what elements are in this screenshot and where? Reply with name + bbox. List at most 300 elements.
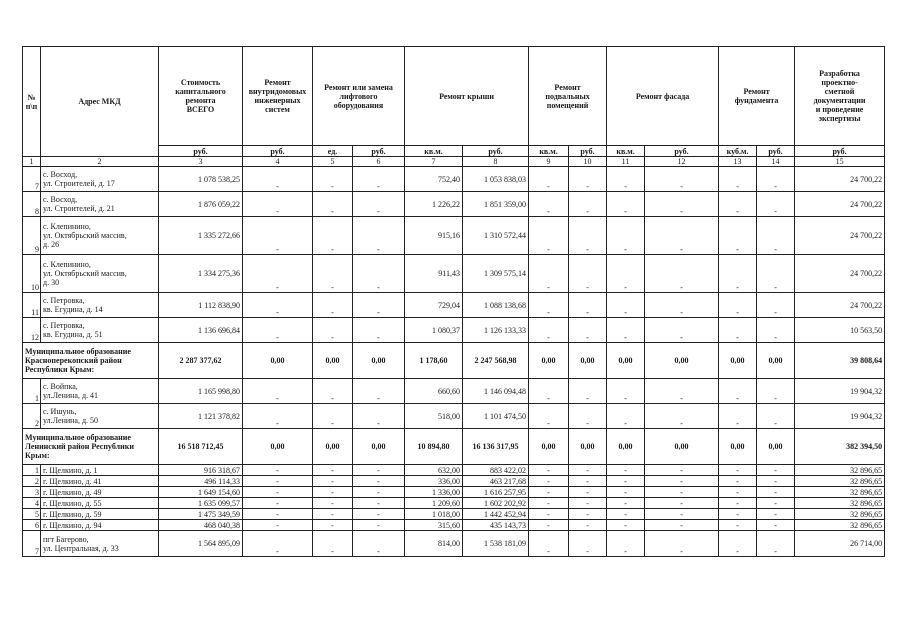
empty-dash-cell: - bbox=[313, 476, 353, 487]
value-cell: 1 080,37 bbox=[405, 318, 463, 343]
empty-dash-cell: - bbox=[353, 192, 405, 217]
document-sheet bbox=[22, 46, 882, 557]
value-cell: 10 563,50 bbox=[795, 318, 885, 343]
column-number-cell: 15 bbox=[795, 157, 885, 167]
empty-dash-cell: - bbox=[353, 487, 405, 498]
value-cell: 24 700,22 bbox=[795, 192, 885, 217]
empty-dash-cell: - bbox=[645, 509, 719, 520]
empty-dash-cell: - bbox=[719, 509, 757, 520]
address-cell: с. Восход, ул. Строителей, д. 17 bbox=[41, 167, 159, 192]
value-cell: 1 475 349,59 bbox=[159, 509, 243, 520]
subtotal-row bbox=[23, 343, 885, 379]
table-row bbox=[23, 293, 885, 318]
empty-dash-cell: - bbox=[569, 192, 607, 217]
empty-dash-cell: - bbox=[607, 520, 645, 531]
value-cell: 1 121 378,82 bbox=[159, 404, 243, 429]
value-cell: 1 136 696,84 bbox=[159, 318, 243, 343]
value-cell: 1 635 099,57 bbox=[159, 498, 243, 509]
empty-dash-cell: - bbox=[569, 379, 607, 404]
row-number: 8 bbox=[23, 192, 41, 217]
value-cell: 1 226,22 bbox=[405, 192, 463, 217]
empty-dash-cell: - bbox=[607, 217, 645, 255]
address-cell: с. Клепинино, ул. Октябрьский массив, д. 26 bbox=[41, 217, 159, 255]
table-row bbox=[23, 379, 885, 404]
empty-dash-cell: - bbox=[313, 217, 353, 255]
unit-cell: руб. bbox=[569, 146, 607, 157]
empty-dash-cell: - bbox=[645, 293, 719, 318]
empty-dash-cell: - bbox=[313, 465, 353, 476]
value-cell: 32 896,65 bbox=[795, 520, 885, 531]
address-cell: с. Петровка, кв. Егудина, д. 51 bbox=[41, 318, 159, 343]
value-cell: 1 336,00 bbox=[405, 487, 463, 498]
table-row bbox=[23, 487, 885, 498]
empty-dash-cell: - bbox=[607, 465, 645, 476]
empty-dash-cell: - bbox=[645, 404, 719, 429]
unit-cell: кв.м. bbox=[607, 146, 645, 157]
empty-dash-cell: - bbox=[569, 509, 607, 520]
value-cell: 0,00 bbox=[607, 429, 645, 465]
empty-dash-cell: - bbox=[607, 476, 645, 487]
value-cell: 32 896,65 bbox=[795, 509, 885, 520]
empty-dash-cell: - bbox=[757, 217, 795, 255]
value-cell: 1 851 359,00 bbox=[463, 192, 529, 217]
empty-dash-cell: - bbox=[607, 255, 645, 293]
column-number-cell: 12 bbox=[645, 157, 719, 167]
table-row bbox=[23, 255, 885, 293]
value-cell: 1 053 838,03 bbox=[463, 167, 529, 192]
table-row bbox=[23, 509, 885, 520]
empty-dash-cell: - bbox=[645, 192, 719, 217]
empty-dash-cell: - bbox=[645, 318, 719, 343]
empty-dash-cell: - bbox=[243, 217, 313, 255]
empty-dash-cell: - bbox=[569, 255, 607, 293]
empty-dash-cell: - bbox=[757, 531, 795, 557]
empty-dash-cell: - bbox=[313, 318, 353, 343]
empty-dash-cell: - bbox=[719, 217, 757, 255]
empty-dash-cell: - bbox=[645, 531, 719, 557]
empty-dash-cell: - bbox=[645, 465, 719, 476]
unit-cell: руб. bbox=[353, 146, 405, 157]
empty-dash-cell: - bbox=[353, 318, 405, 343]
value-cell: 911,43 bbox=[405, 255, 463, 293]
column-number-cell: 7 bbox=[405, 157, 463, 167]
row-number: 9 bbox=[23, 217, 41, 255]
column-numbers-row bbox=[23, 157, 885, 167]
value-cell: 1 876 059,22 bbox=[159, 192, 243, 217]
empty-dash-cell: - bbox=[353, 404, 405, 429]
header-roof: Ремонт крыши bbox=[405, 47, 529, 146]
value-cell: 1 310 572,44 bbox=[463, 217, 529, 255]
empty-dash-cell: - bbox=[569, 293, 607, 318]
value-cell: 1 112 838,90 bbox=[159, 293, 243, 318]
address-cell: пгт Багерово, ул. Центральная, д. 33 bbox=[41, 531, 159, 557]
empty-dash-cell: - bbox=[313, 404, 353, 429]
empty-dash-cell: - bbox=[529, 192, 569, 217]
empty-dash-cell: - bbox=[719, 293, 757, 318]
subtotal-label: Муниципальное образование Ленинский район Республики Крым: bbox=[23, 429, 159, 465]
empty-dash-cell: - bbox=[569, 520, 607, 531]
value-cell: 660,60 bbox=[405, 379, 463, 404]
empty-dash-cell: - bbox=[313, 487, 353, 498]
empty-dash-cell: - bbox=[353, 167, 405, 192]
value-cell: 39 808,64 bbox=[795, 343, 885, 379]
table-row bbox=[23, 476, 885, 487]
table-row bbox=[23, 465, 885, 476]
empty-dash-cell: - bbox=[243, 192, 313, 217]
value-cell: 336,00 bbox=[405, 476, 463, 487]
empty-dash-cell: - bbox=[353, 255, 405, 293]
row-number: 7 bbox=[23, 167, 41, 192]
value-cell: 32 896,65 bbox=[795, 498, 885, 509]
row-number: 6 bbox=[23, 520, 41, 531]
column-number-cell: 10 bbox=[569, 157, 607, 167]
value-cell: 24 700,22 bbox=[795, 255, 885, 293]
header-total-cost: Стоимость капитального ремонта ВСЕГО bbox=[159, 47, 243, 146]
empty-dash-cell: - bbox=[569, 217, 607, 255]
empty-dash-cell: - bbox=[529, 379, 569, 404]
empty-dash-cell: - bbox=[645, 379, 719, 404]
empty-dash-cell: - bbox=[529, 167, 569, 192]
empty-dash-cell: - bbox=[757, 465, 795, 476]
value-cell: 1 146 094,48 bbox=[463, 379, 529, 404]
empty-dash-cell: - bbox=[757, 498, 795, 509]
empty-dash-cell: - bbox=[529, 531, 569, 557]
value-cell: 1 078 538,25 bbox=[159, 167, 243, 192]
value-cell: 315,60 bbox=[405, 520, 463, 531]
value-cell: 0,00 bbox=[757, 343, 795, 379]
value-cell: 0,00 bbox=[313, 343, 353, 379]
empty-dash-cell: - bbox=[529, 487, 569, 498]
empty-dash-cell: - bbox=[757, 167, 795, 192]
empty-dash-cell: - bbox=[757, 293, 795, 318]
empty-dash-cell: - bbox=[719, 487, 757, 498]
empty-dash-cell: - bbox=[607, 487, 645, 498]
value-cell: 632,00 bbox=[405, 465, 463, 476]
empty-dash-cell: - bbox=[719, 255, 757, 293]
row-number: 2 bbox=[23, 404, 41, 429]
value-cell: 463 217,68 bbox=[463, 476, 529, 487]
address-cell: г. Щелкино, д. 1 bbox=[41, 465, 159, 476]
table-row bbox=[23, 498, 885, 509]
empty-dash-cell: - bbox=[529, 255, 569, 293]
empty-dash-cell: - bbox=[243, 476, 313, 487]
empty-dash-cell: - bbox=[529, 465, 569, 476]
value-cell: 0,00 bbox=[529, 429, 569, 465]
row-number: 3 bbox=[23, 487, 41, 498]
empty-dash-cell: - bbox=[243, 498, 313, 509]
empty-dash-cell: - bbox=[529, 509, 569, 520]
empty-dash-cell: - bbox=[529, 217, 569, 255]
empty-dash-cell: - bbox=[243, 465, 313, 476]
empty-dash-cell: - bbox=[529, 476, 569, 487]
value-cell: 1 442 452,94 bbox=[463, 509, 529, 520]
address-cell: с. Петровка, кв. Егудина, д. 14 bbox=[41, 293, 159, 318]
value-cell: 19 904,32 bbox=[795, 404, 885, 429]
value-cell: 752,40 bbox=[405, 167, 463, 192]
empty-dash-cell: - bbox=[719, 379, 757, 404]
empty-dash-cell: - bbox=[569, 318, 607, 343]
value-cell: 916 318,67 bbox=[159, 465, 243, 476]
header-address: Адрес МКД bbox=[41, 47, 159, 157]
value-cell: 0,00 bbox=[607, 343, 645, 379]
empty-dash-cell: - bbox=[757, 379, 795, 404]
unit-cell: руб. bbox=[159, 146, 243, 157]
empty-dash-cell: - bbox=[353, 293, 405, 318]
column-number-cell: 4 bbox=[243, 157, 313, 167]
row-number: 11 bbox=[23, 293, 41, 318]
subtotal-row bbox=[23, 429, 885, 465]
column-number-cell: 6 bbox=[353, 157, 405, 167]
empty-dash-cell: - bbox=[757, 192, 795, 217]
unit-cell: руб. bbox=[463, 146, 529, 157]
value-cell: 1 334 275,36 bbox=[159, 255, 243, 293]
value-cell: 1 178,60 bbox=[405, 343, 463, 379]
value-cell: 435 143,73 bbox=[463, 520, 529, 531]
empty-dash-cell: - bbox=[757, 487, 795, 498]
address-cell: с. Восход, ул. Строителей, д. 21 bbox=[41, 192, 159, 217]
value-cell: 496 114,33 bbox=[159, 476, 243, 487]
row-number: 12 bbox=[23, 318, 41, 343]
empty-dash-cell: - bbox=[645, 487, 719, 498]
empty-dash-cell: - bbox=[569, 498, 607, 509]
empty-dash-cell: - bbox=[243, 404, 313, 429]
empty-dash-cell: - bbox=[353, 509, 405, 520]
address-cell: г. Щелкино, д. 59 bbox=[41, 509, 159, 520]
empty-dash-cell: - bbox=[757, 255, 795, 293]
empty-dash-cell: - bbox=[529, 293, 569, 318]
empty-dash-cell: - bbox=[645, 498, 719, 509]
value-cell: 0,00 bbox=[243, 343, 313, 379]
empty-dash-cell: - bbox=[353, 217, 405, 255]
empty-dash-cell: - bbox=[719, 476, 757, 487]
empty-dash-cell: - bbox=[243, 487, 313, 498]
empty-dash-cell: - bbox=[645, 217, 719, 255]
value-cell: 468 040,38 bbox=[159, 520, 243, 531]
address-cell: с. Ишунь, ул.Ленина, д. 50 bbox=[41, 404, 159, 429]
row-number: 5 bbox=[23, 509, 41, 520]
unit-cell: руб. bbox=[645, 146, 719, 157]
value-cell: 1 126 133,33 bbox=[463, 318, 529, 343]
value-cell: 1 616 257,95 bbox=[463, 487, 529, 498]
empty-dash-cell: - bbox=[719, 318, 757, 343]
table-row bbox=[23, 531, 885, 557]
unit-cell: кв.м. bbox=[405, 146, 463, 157]
value-cell: 1 101 474,50 bbox=[463, 404, 529, 429]
unit-cell: кв.м. bbox=[529, 146, 569, 157]
value-cell: 32 896,65 bbox=[795, 476, 885, 487]
value-cell: 32 896,65 bbox=[795, 487, 885, 498]
empty-dash-cell: - bbox=[645, 255, 719, 293]
address-cell: г. Щелкино, д. 41 bbox=[41, 476, 159, 487]
column-number-cell: 11 bbox=[607, 157, 645, 167]
value-cell: 729,04 bbox=[405, 293, 463, 318]
value-cell: 0,00 bbox=[645, 343, 719, 379]
header-design-docs: Разработка проектно- сметной документации и проведение экспертизы bbox=[795, 47, 885, 146]
address-cell: г. Щелкино, д. 49 bbox=[41, 487, 159, 498]
row-number: 1 bbox=[23, 465, 41, 476]
empty-dash-cell: - bbox=[313, 255, 353, 293]
empty-dash-cell: - bbox=[353, 531, 405, 557]
value-cell: 2 247 568,98 bbox=[463, 343, 529, 379]
empty-dash-cell: - bbox=[757, 509, 795, 520]
value-cell: 1 538 181,09 bbox=[463, 531, 529, 557]
header-foundation: Ремонт фундамента bbox=[719, 47, 795, 146]
value-cell: 0,00 bbox=[313, 429, 353, 465]
column-number-cell: 8 bbox=[463, 157, 529, 167]
empty-dash-cell: - bbox=[607, 498, 645, 509]
value-cell: 1 309 575,14 bbox=[463, 255, 529, 293]
empty-dash-cell: - bbox=[313, 379, 353, 404]
unit-cell: руб. bbox=[757, 146, 795, 157]
empty-dash-cell: - bbox=[645, 476, 719, 487]
empty-dash-cell: - bbox=[569, 476, 607, 487]
empty-dash-cell: - bbox=[645, 167, 719, 192]
value-cell: 518,00 bbox=[405, 404, 463, 429]
value-cell: 19 904,32 bbox=[795, 379, 885, 404]
value-cell: 1 209,60 bbox=[405, 498, 463, 509]
empty-dash-cell: - bbox=[569, 167, 607, 192]
empty-dash-cell: - bbox=[757, 476, 795, 487]
column-number-cell: 13 bbox=[719, 157, 757, 167]
empty-dash-cell: - bbox=[353, 379, 405, 404]
row-number: 2 bbox=[23, 476, 41, 487]
table-row bbox=[23, 520, 885, 531]
column-number-cell: 2 bbox=[41, 157, 159, 167]
column-number-cell: 5 bbox=[313, 157, 353, 167]
empty-dash-cell: - bbox=[645, 520, 719, 531]
table-row bbox=[23, 167, 885, 192]
empty-dash-cell: - bbox=[243, 520, 313, 531]
unit-cell: ед. bbox=[313, 146, 353, 157]
empty-dash-cell: - bbox=[313, 498, 353, 509]
value-cell: 16 136 317,95 bbox=[463, 429, 529, 465]
header-lift: Ремонт или замена лифтового оборудования bbox=[313, 47, 405, 146]
empty-dash-cell: - bbox=[243, 509, 313, 520]
unit-cell: руб. bbox=[795, 146, 885, 157]
empty-dash-cell: - bbox=[529, 520, 569, 531]
value-cell: 24 700,22 bbox=[795, 293, 885, 318]
empty-dash-cell: - bbox=[353, 465, 405, 476]
value-cell: 0,00 bbox=[569, 343, 607, 379]
address-cell: с. Клепинино, ул. Октябрьский массив, д. 30 bbox=[41, 255, 159, 293]
column-number-cell: 9 bbox=[529, 157, 569, 167]
empty-dash-cell: - bbox=[719, 404, 757, 429]
column-number-cell: 3 bbox=[159, 157, 243, 167]
empty-dash-cell: - bbox=[757, 520, 795, 531]
empty-dash-cell: - bbox=[529, 404, 569, 429]
empty-dash-cell: - bbox=[569, 465, 607, 476]
empty-dash-cell: - bbox=[313, 531, 353, 557]
value-cell: 915,16 bbox=[405, 217, 463, 255]
table-row bbox=[23, 217, 885, 255]
value-cell: 0,00 bbox=[719, 343, 757, 379]
empty-dash-cell: - bbox=[243, 531, 313, 557]
empty-dash-cell: - bbox=[569, 531, 607, 557]
empty-dash-cell: - bbox=[719, 167, 757, 192]
row-number: 1 bbox=[23, 379, 41, 404]
empty-dash-cell: - bbox=[353, 476, 405, 487]
empty-dash-cell: - bbox=[719, 192, 757, 217]
row-number: 4 bbox=[23, 498, 41, 509]
header-row bbox=[23, 47, 885, 146]
table-row bbox=[23, 404, 885, 429]
value-cell: 0,00 bbox=[243, 429, 313, 465]
empty-dash-cell: - bbox=[569, 487, 607, 498]
column-number-cell: 1 bbox=[23, 157, 41, 167]
unit-cell: куб.м. bbox=[719, 146, 757, 157]
empty-dash-cell: - bbox=[607, 404, 645, 429]
value-cell: 0,00 bbox=[645, 429, 719, 465]
value-cell: 1 018,00 bbox=[405, 509, 463, 520]
empty-dash-cell: - bbox=[243, 293, 313, 318]
value-cell: 0,00 bbox=[719, 429, 757, 465]
address-cell: г. Щелкино, д. 94 bbox=[41, 520, 159, 531]
value-cell: 0,00 bbox=[353, 429, 405, 465]
empty-dash-cell: - bbox=[719, 531, 757, 557]
empty-dash-cell: - bbox=[757, 404, 795, 429]
value-cell: 32 896,65 bbox=[795, 465, 885, 476]
table-row bbox=[23, 192, 885, 217]
empty-dash-cell: - bbox=[353, 520, 405, 531]
value-cell: 1 649 154,60 bbox=[159, 487, 243, 498]
empty-dash-cell: - bbox=[313, 509, 353, 520]
value-cell: 2 287 377,62 bbox=[159, 343, 243, 379]
value-cell: 1 165 998,80 bbox=[159, 379, 243, 404]
empty-dash-cell: - bbox=[243, 379, 313, 404]
row-number: 10 bbox=[23, 255, 41, 293]
empty-dash-cell: - bbox=[757, 318, 795, 343]
header-internal-systems: Ремонт внутридомовых инженерных систем bbox=[243, 47, 313, 146]
header-basement: Ремонт подвальных помещений bbox=[529, 47, 607, 146]
empty-dash-cell: - bbox=[719, 520, 757, 531]
empty-dash-cell: - bbox=[607, 293, 645, 318]
value-cell: 1 602 202,92 bbox=[463, 498, 529, 509]
value-cell: 814,00 bbox=[405, 531, 463, 557]
empty-dash-cell: - bbox=[607, 167, 645, 192]
value-cell: 0,00 bbox=[353, 343, 405, 379]
value-cell: 0,00 bbox=[757, 429, 795, 465]
value-cell: 16 518 712,45 bbox=[159, 429, 243, 465]
subtotal-label: Муниципальное образование Красноперекопский район Республики Крым: bbox=[23, 343, 159, 379]
table-body bbox=[23, 167, 885, 557]
header-facade: Ремонт фасада bbox=[607, 47, 719, 146]
empty-dash-cell: - bbox=[607, 192, 645, 217]
empty-dash-cell: - bbox=[313, 167, 353, 192]
empty-dash-cell: - bbox=[243, 255, 313, 293]
value-cell: 883 422,02 bbox=[463, 465, 529, 476]
empty-dash-cell: - bbox=[607, 509, 645, 520]
header-number: № п\п bbox=[23, 47, 41, 157]
empty-dash-cell: - bbox=[719, 498, 757, 509]
value-cell: 1 088 138,68 bbox=[463, 293, 529, 318]
empty-dash-cell: - bbox=[313, 192, 353, 217]
empty-dash-cell: - bbox=[607, 379, 645, 404]
unit-cell: руб. bbox=[243, 146, 313, 157]
value-cell: 1 335 272,66 bbox=[159, 217, 243, 255]
value-cell: 382 394,50 bbox=[795, 429, 885, 465]
value-cell: 24 700,22 bbox=[795, 217, 885, 255]
value-cell: 26 714,00 bbox=[795, 531, 885, 557]
column-number-cell: 14 bbox=[757, 157, 795, 167]
empty-dash-cell: - bbox=[313, 520, 353, 531]
address-cell: г. Щелкино, д. 55 bbox=[41, 498, 159, 509]
empty-dash-cell: - bbox=[353, 498, 405, 509]
empty-dash-cell: - bbox=[529, 498, 569, 509]
row-number: 7 bbox=[23, 531, 41, 557]
empty-dash-cell: - bbox=[607, 531, 645, 557]
empty-dash-cell: - bbox=[243, 167, 313, 192]
empty-dash-cell: - bbox=[607, 318, 645, 343]
